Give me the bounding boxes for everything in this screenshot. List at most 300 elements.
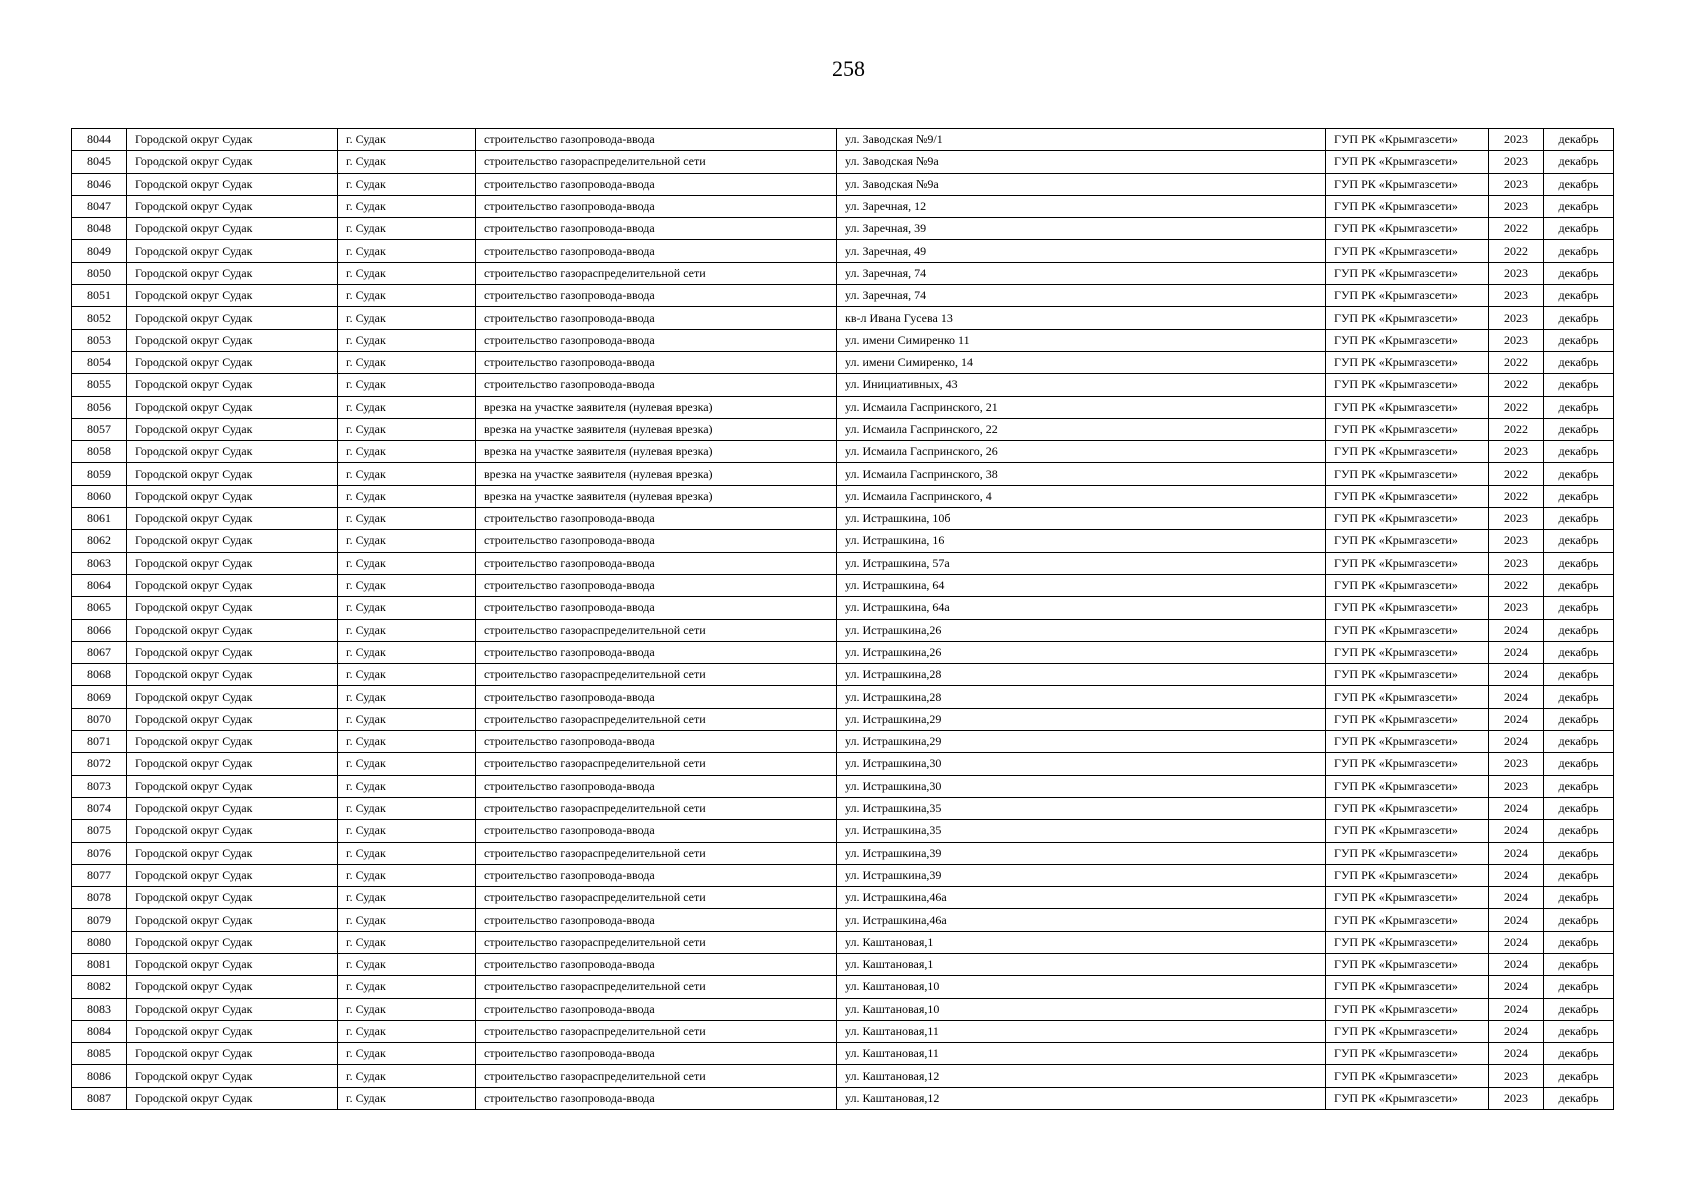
organization-cell: ГУП РК «Крымгазсети» xyxy=(1326,1043,1489,1065)
table-row xyxy=(72,1043,1614,1065)
year-cell: 2024 xyxy=(1489,1043,1544,1065)
year-cell: 2024 xyxy=(1489,909,1544,931)
work-type-cell: строительство газопровода-ввода xyxy=(476,864,837,886)
organization-cell: ГУП РК «Крымгазсети» xyxy=(1326,351,1489,373)
address-cell: ул. имени Симиренко 11 xyxy=(837,329,1326,351)
work-type-cell: строительство газораспределительной сети xyxy=(476,976,837,998)
city-cell: г. Судак xyxy=(338,664,476,686)
year-cell: 2024 xyxy=(1489,686,1544,708)
table-row xyxy=(72,953,1614,975)
work-type-cell: строительство газораспределительной сети xyxy=(476,151,837,173)
address-cell: ул. Истрашкина, 64а xyxy=(837,597,1326,619)
address-cell: ул. Истрашкина,26 xyxy=(837,619,1326,641)
work-type-cell: строительство газораспределительной сети xyxy=(476,887,837,909)
row-number-cell: 8080 xyxy=(72,931,127,953)
table-row xyxy=(72,195,1614,217)
row-number-cell: 8077 xyxy=(72,864,127,886)
address-cell: ул. Инициативных, 43 xyxy=(837,374,1326,396)
row-number-cell: 8059 xyxy=(72,463,127,485)
city-cell: г. Судак xyxy=(338,887,476,909)
month-cell: декабрь xyxy=(1544,686,1614,708)
city-cell: г. Судак xyxy=(338,307,476,329)
address-cell: ул. Истрашкина,35 xyxy=(837,820,1326,842)
city-cell: г. Судак xyxy=(338,285,476,307)
work-type-cell: строительство газопровода-ввода xyxy=(476,641,837,663)
month-cell: декабрь xyxy=(1544,307,1614,329)
address-cell: ул. Заречная, 12 xyxy=(837,195,1326,217)
district-cell: Городской округ Судак xyxy=(127,463,338,485)
table-row xyxy=(72,708,1614,730)
year-cell: 2022 xyxy=(1489,485,1544,507)
organization-cell: ГУП РК «Крымгазсети» xyxy=(1326,976,1489,998)
work-type-cell: строительство газопровода-ввода xyxy=(476,953,837,975)
month-cell: декабрь xyxy=(1544,374,1614,396)
row-number-cell: 8044 xyxy=(72,129,127,151)
work-type-cell: строительство газопровода-ввода xyxy=(476,374,837,396)
year-cell: 2023 xyxy=(1489,441,1544,463)
work-type-cell: строительство газопровода-ввода xyxy=(476,329,837,351)
city-cell: г. Судак xyxy=(338,998,476,1020)
year-cell: 2024 xyxy=(1489,708,1544,730)
organization-cell: ГУП РК «Крымгазсети» xyxy=(1326,953,1489,975)
row-number-cell: 8052 xyxy=(72,307,127,329)
year-cell: 2023 xyxy=(1489,195,1544,217)
row-number-cell: 8073 xyxy=(72,775,127,797)
work-type-cell: строительство газопровода-ввода xyxy=(476,530,837,552)
table-row xyxy=(72,218,1614,240)
row-number-cell: 8086 xyxy=(72,1065,127,1087)
table-body xyxy=(72,129,1614,1110)
city-cell: г. Судак xyxy=(338,441,476,463)
organization-cell: ГУП РК «Крымгазсети» xyxy=(1326,641,1489,663)
month-cell: декабрь xyxy=(1544,240,1614,262)
address-cell: ул. Каштановая,10 xyxy=(837,976,1326,998)
work-type-cell: строительство газопровода-ввода xyxy=(476,731,837,753)
organization-cell: ГУП РК «Крымгазсети» xyxy=(1326,329,1489,351)
district-cell: Городской округ Судак xyxy=(127,842,338,864)
row-number-cell: 8068 xyxy=(72,664,127,686)
month-cell: декабрь xyxy=(1544,1065,1614,1087)
district-cell: Городской округ Судак xyxy=(127,262,338,284)
month-cell: декабрь xyxy=(1544,218,1614,240)
address-cell: ул. Каштановая,1 xyxy=(837,931,1326,953)
row-number-cell: 8049 xyxy=(72,240,127,262)
city-cell: г. Судак xyxy=(338,530,476,552)
organization-cell: ГУП РК «Крымгазсети» xyxy=(1326,195,1489,217)
table-row xyxy=(72,396,1614,418)
registry-table xyxy=(71,128,1614,1110)
row-number-cell: 8083 xyxy=(72,998,127,1020)
address-cell: ул. Каштановая,12 xyxy=(837,1065,1326,1087)
row-number-cell: 8053 xyxy=(72,329,127,351)
district-cell: Городской округ Судак xyxy=(127,418,338,440)
row-number-cell: 8078 xyxy=(72,887,127,909)
city-cell: г. Судак xyxy=(338,842,476,864)
address-cell: ул. Исмаила Гаспринского, 4 xyxy=(837,485,1326,507)
row-number-cell: 8051 xyxy=(72,285,127,307)
table-row xyxy=(72,418,1614,440)
address-cell: ул. Каштановая,12 xyxy=(837,1087,1326,1109)
city-cell: г. Судак xyxy=(338,173,476,195)
district-cell: Городской округ Судак xyxy=(127,1087,338,1109)
city-cell: г. Судак xyxy=(338,329,476,351)
table-row xyxy=(72,664,1614,686)
organization-cell: ГУП РК «Крымгазсети» xyxy=(1326,218,1489,240)
address-cell: ул. Исмаила Гаспринского, 38 xyxy=(837,463,1326,485)
organization-cell: ГУП РК «Крымгазсети» xyxy=(1326,1020,1489,1042)
city-cell: г. Судак xyxy=(338,218,476,240)
year-cell: 2024 xyxy=(1489,887,1544,909)
row-number-cell: 8063 xyxy=(72,552,127,574)
table-row xyxy=(72,307,1614,329)
city-cell: г. Судак xyxy=(338,775,476,797)
address-cell: ул. Каштановая,10 xyxy=(837,998,1326,1020)
year-cell: 2023 xyxy=(1489,262,1544,284)
table-row xyxy=(72,441,1614,463)
work-type-cell: строительство газораспределительной сети xyxy=(476,664,837,686)
month-cell: декабрь xyxy=(1544,552,1614,574)
city-cell: г. Судак xyxy=(338,909,476,931)
district-cell: Городской округ Судак xyxy=(127,797,338,819)
district-cell: Городской округ Судак xyxy=(127,329,338,351)
address-cell: ул. Исмаила Гаспринского, 26 xyxy=(837,441,1326,463)
organization-cell: ГУП РК «Крымгазсети» xyxy=(1326,753,1489,775)
month-cell: декабрь xyxy=(1544,597,1614,619)
district-cell: Городской округ Судак xyxy=(127,351,338,373)
month-cell: декабрь xyxy=(1544,753,1614,775)
month-cell: декабрь xyxy=(1544,574,1614,596)
table-row xyxy=(72,530,1614,552)
district-cell: Городской округ Судак xyxy=(127,931,338,953)
row-number-cell: 8069 xyxy=(72,686,127,708)
month-cell: декабрь xyxy=(1544,508,1614,530)
row-number-cell: 8060 xyxy=(72,485,127,507)
address-cell: ул. Истрашкина,46а xyxy=(837,887,1326,909)
district-cell: Городской округ Судак xyxy=(127,574,338,596)
table-row xyxy=(72,351,1614,373)
work-type-cell: строительство газораспределительной сети xyxy=(476,931,837,953)
city-cell: г. Судак xyxy=(338,619,476,641)
month-cell: декабрь xyxy=(1544,1087,1614,1109)
year-cell: 2022 xyxy=(1489,240,1544,262)
year-cell: 2023 xyxy=(1489,173,1544,195)
district-cell: Городской округ Судак xyxy=(127,753,338,775)
table-row xyxy=(72,864,1614,886)
table-row xyxy=(72,909,1614,931)
year-cell: 2023 xyxy=(1489,775,1544,797)
city-cell: г. Судак xyxy=(338,686,476,708)
table-row xyxy=(72,887,1614,909)
year-cell: 2024 xyxy=(1489,976,1544,998)
month-cell: декабрь xyxy=(1544,731,1614,753)
year-cell: 2022 xyxy=(1489,418,1544,440)
table-row xyxy=(72,998,1614,1020)
work-type-cell: строительство газораспределительной сети xyxy=(476,842,837,864)
row-number-cell: 8084 xyxy=(72,1020,127,1042)
district-cell: Городской округ Судак xyxy=(127,530,338,552)
month-cell: декабрь xyxy=(1544,641,1614,663)
work-type-cell: строительство газопровода-ввода xyxy=(476,1087,837,1109)
table-row xyxy=(72,976,1614,998)
work-type-cell: строительство газопровода-ввода xyxy=(476,240,837,262)
month-cell: декабрь xyxy=(1544,129,1614,151)
district-cell: Городской округ Судак xyxy=(127,820,338,842)
address-cell: ул. Каштановая,1 xyxy=(837,953,1326,975)
organization-cell: ГУП РК «Крымгазсети» xyxy=(1326,173,1489,195)
row-number-cell: 8079 xyxy=(72,909,127,931)
organization-cell: ГУП РК «Крымгазсети» xyxy=(1326,151,1489,173)
organization-cell: ГУП РК «Крымгазсети» xyxy=(1326,731,1489,753)
month-cell: декабрь xyxy=(1544,1020,1614,1042)
year-cell: 2024 xyxy=(1489,931,1544,953)
city-cell: г. Судак xyxy=(338,463,476,485)
table-row xyxy=(72,820,1614,842)
district-cell: Городской округ Судак xyxy=(127,953,338,975)
work-type-cell: строительство газопровода-ввода xyxy=(476,820,837,842)
address-cell: ул. Заречная, 39 xyxy=(837,218,1326,240)
address-cell: ул. Заречная, 74 xyxy=(837,285,1326,307)
table-row xyxy=(72,463,1614,485)
row-number-cell: 8057 xyxy=(72,418,127,440)
address-cell: ул. Истрашкина,30 xyxy=(837,775,1326,797)
district-cell: Городской округ Судак xyxy=(127,619,338,641)
organization-cell: ГУП РК «Крымгазсети» xyxy=(1326,664,1489,686)
month-cell: декабрь xyxy=(1544,329,1614,351)
row-number-cell: 8085 xyxy=(72,1043,127,1065)
row-number-cell: 8082 xyxy=(72,976,127,998)
month-cell: декабрь xyxy=(1544,619,1614,641)
address-cell: ул. Заречная, 74 xyxy=(837,262,1326,284)
month-cell: декабрь xyxy=(1544,664,1614,686)
month-cell: декабрь xyxy=(1544,998,1614,1020)
row-number-cell: 8071 xyxy=(72,731,127,753)
address-cell: ул. Исмаила Гаспринского, 21 xyxy=(837,396,1326,418)
organization-cell: ГУП РК «Крымгазсети» xyxy=(1326,775,1489,797)
city-cell: г. Судак xyxy=(338,508,476,530)
work-type-cell: строительство газораспределительной сети xyxy=(476,262,837,284)
row-number-cell: 8072 xyxy=(72,753,127,775)
city-cell: г. Судак xyxy=(338,552,476,574)
table-row xyxy=(72,619,1614,641)
organization-cell: ГУП РК «Крымгазсети» xyxy=(1326,931,1489,953)
year-cell: 2023 xyxy=(1489,151,1544,173)
work-type-cell: строительство газопровода-ввода xyxy=(476,597,837,619)
year-cell: 2023 xyxy=(1489,329,1544,351)
table-row xyxy=(72,552,1614,574)
year-cell: 2023 xyxy=(1489,1065,1544,1087)
district-cell: Городской округ Судак xyxy=(127,731,338,753)
organization-cell: ГУП РК «Крымгазсети» xyxy=(1326,307,1489,329)
work-type-cell: строительство газопровода-ввода xyxy=(476,351,837,373)
address-cell: кв-л Ивана Гусева 13 xyxy=(837,307,1326,329)
organization-cell: ГУП РК «Крымгазсети» xyxy=(1326,686,1489,708)
month-cell: декабрь xyxy=(1544,887,1614,909)
city-cell: г. Судак xyxy=(338,641,476,663)
month-cell: декабрь xyxy=(1544,441,1614,463)
address-cell: ул. Истрашкина,26 xyxy=(837,641,1326,663)
city-cell: г. Судак xyxy=(338,597,476,619)
work-type-cell: врезка на участке заявителя (нулевая врезка) xyxy=(476,463,837,485)
district-cell: Городской округ Судак xyxy=(127,998,338,1020)
city-cell: г. Судак xyxy=(338,396,476,418)
district-cell: Городской округ Судак xyxy=(127,552,338,574)
district-cell: Городской округ Судак xyxy=(127,641,338,663)
year-cell: 2024 xyxy=(1489,797,1544,819)
city-cell: г. Судак xyxy=(338,129,476,151)
row-number-cell: 8061 xyxy=(72,508,127,530)
table-row xyxy=(72,285,1614,307)
month-cell: декабрь xyxy=(1544,909,1614,931)
organization-cell: ГУП РК «Крымгазсети» xyxy=(1326,418,1489,440)
work-type-cell: строительство газопровода-ввода xyxy=(476,307,837,329)
district-cell: Городской округ Судак xyxy=(127,1065,338,1087)
table-row xyxy=(72,329,1614,351)
work-type-cell: строительство газопровода-ввода xyxy=(476,552,837,574)
work-type-cell: врезка на участке заявителя (нулевая врезка) xyxy=(476,396,837,418)
month-cell: декабрь xyxy=(1544,708,1614,730)
table-row xyxy=(72,508,1614,530)
row-number-cell: 8047 xyxy=(72,195,127,217)
city-cell: г. Судак xyxy=(338,151,476,173)
district-cell: Городской округ Судак xyxy=(127,1043,338,1065)
row-number-cell: 8050 xyxy=(72,262,127,284)
district-cell: Городской округ Судак xyxy=(127,597,338,619)
work-type-cell: врезка на участке заявителя (нулевая врезка) xyxy=(476,418,837,440)
organization-cell: ГУП РК «Крымгазсети» xyxy=(1326,240,1489,262)
address-cell: ул. Истрашкина,39 xyxy=(837,842,1326,864)
work-type-cell: строительство газопровода-ввода xyxy=(476,909,837,931)
city-cell: г. Судак xyxy=(338,485,476,507)
table-row xyxy=(72,1020,1614,1042)
organization-cell: ГУП РК «Крымгазсети» xyxy=(1326,708,1489,730)
address-cell: ул. Истрашкина,28 xyxy=(837,664,1326,686)
row-number-cell: 8048 xyxy=(72,218,127,240)
district-cell: Городской округ Судак xyxy=(127,307,338,329)
row-number-cell: 8066 xyxy=(72,619,127,641)
work-type-cell: строительство газораспределительной сети xyxy=(476,797,837,819)
organization-cell: ГУП РК «Крымгазсети» xyxy=(1326,129,1489,151)
district-cell: Городской округ Судак xyxy=(127,887,338,909)
address-cell: ул. Истрашкина,29 xyxy=(837,708,1326,730)
organization-cell: ГУП РК «Крымгазсети» xyxy=(1326,1087,1489,1109)
table-row xyxy=(72,931,1614,953)
month-cell: декабрь xyxy=(1544,820,1614,842)
address-cell: ул. Истрашкина, 64 xyxy=(837,574,1326,596)
organization-cell: ГУП РК «Крымгазсети» xyxy=(1326,262,1489,284)
month-cell: декабрь xyxy=(1544,463,1614,485)
month-cell: декабрь xyxy=(1544,195,1614,217)
month-cell: декабрь xyxy=(1544,530,1614,552)
address-cell: ул. Исмаила Гаспринского, 22 xyxy=(837,418,1326,440)
organization-cell: ГУП РК «Крымгазсети» xyxy=(1326,552,1489,574)
year-cell: 2022 xyxy=(1489,374,1544,396)
month-cell: декабрь xyxy=(1544,262,1614,284)
city-cell: г. Судак xyxy=(338,374,476,396)
organization-cell: ГУП РК «Крымгазсети» xyxy=(1326,574,1489,596)
row-number-cell: 8065 xyxy=(72,597,127,619)
organization-cell: ГУП РК «Крымгазсети» xyxy=(1326,909,1489,931)
address-cell: ул. Истрашкина,39 xyxy=(837,864,1326,886)
city-cell: г. Судак xyxy=(338,262,476,284)
row-number-cell: 8056 xyxy=(72,396,127,418)
organization-cell: ГУП РК «Крымгазсети» xyxy=(1326,396,1489,418)
district-cell: Городской округ Судак xyxy=(127,864,338,886)
address-cell: ул. Заводская №9а xyxy=(837,173,1326,195)
work-type-cell: строительство газораспределительной сети xyxy=(476,1020,837,1042)
year-cell: 2022 xyxy=(1489,396,1544,418)
year-cell: 2023 xyxy=(1489,530,1544,552)
city-cell: г. Судак xyxy=(338,976,476,998)
month-cell: декабрь xyxy=(1544,396,1614,418)
city-cell: г. Судак xyxy=(338,1087,476,1109)
month-cell: декабрь xyxy=(1544,1043,1614,1065)
row-number-cell: 8064 xyxy=(72,574,127,596)
address-cell: ул. имени Симиренко, 14 xyxy=(837,351,1326,373)
district-cell: Городской округ Судак xyxy=(127,441,338,463)
organization-cell: ГУП РК «Крымгазсети» xyxy=(1326,619,1489,641)
row-number-cell: 8055 xyxy=(72,374,127,396)
year-cell: 2024 xyxy=(1489,731,1544,753)
year-cell: 2022 xyxy=(1489,463,1544,485)
organization-cell: ГУП РК «Крымгазсети» xyxy=(1326,285,1489,307)
row-number-cell: 8054 xyxy=(72,351,127,373)
month-cell: декабрь xyxy=(1544,485,1614,507)
year-cell: 2023 xyxy=(1489,1087,1544,1109)
address-cell: ул. Каштановая,11 xyxy=(837,1043,1326,1065)
work-type-cell: строительство газораспределительной сети xyxy=(476,619,837,641)
city-cell: г. Судак xyxy=(338,931,476,953)
district-cell: Городской округ Судак xyxy=(127,686,338,708)
month-cell: декабрь xyxy=(1544,842,1614,864)
row-number-cell: 8076 xyxy=(72,842,127,864)
table-row xyxy=(72,574,1614,596)
table-row xyxy=(72,129,1614,151)
page-number: 258 xyxy=(832,56,865,81)
organization-cell: ГУП РК «Крымгазсети» xyxy=(1326,441,1489,463)
row-number-cell: 8074 xyxy=(72,797,127,819)
organization-cell: ГУП РК «Крымгазсети» xyxy=(1326,485,1489,507)
city-cell: г. Судак xyxy=(338,1020,476,1042)
row-number-cell: 8070 xyxy=(72,708,127,730)
table-row xyxy=(72,842,1614,864)
year-cell: 2024 xyxy=(1489,641,1544,663)
city-cell: г. Судак xyxy=(338,708,476,730)
address-cell: ул. Истрашкина, 57а xyxy=(837,552,1326,574)
table-row xyxy=(72,797,1614,819)
table-row xyxy=(72,641,1614,663)
year-cell: 2024 xyxy=(1489,1020,1544,1042)
table-row xyxy=(72,686,1614,708)
address-cell: ул. Истрашкина, 16 xyxy=(837,530,1326,552)
table-row xyxy=(72,262,1614,284)
year-cell: 2023 xyxy=(1489,552,1544,574)
row-number-cell: 8081 xyxy=(72,953,127,975)
work-type-cell: врезка на участке заявителя (нулевая врезка) xyxy=(476,485,837,507)
work-type-cell: строительство газопровода-ввода xyxy=(476,998,837,1020)
address-cell: ул. Истрашкина,30 xyxy=(837,753,1326,775)
organization-cell: ГУП РК «Крымгазсети» xyxy=(1326,530,1489,552)
table-row xyxy=(72,151,1614,173)
work-type-cell: строительство газопровода-ввода xyxy=(476,686,837,708)
table-row xyxy=(72,731,1614,753)
address-cell: ул. Заводская №9/1 xyxy=(837,129,1326,151)
district-cell: Городской округ Судак xyxy=(127,396,338,418)
month-cell: декабрь xyxy=(1544,775,1614,797)
year-cell: 2023 xyxy=(1489,597,1544,619)
table-row xyxy=(72,753,1614,775)
organization-cell: ГУП РК «Крымгазсети» xyxy=(1326,864,1489,886)
city-cell: г. Судак xyxy=(338,418,476,440)
